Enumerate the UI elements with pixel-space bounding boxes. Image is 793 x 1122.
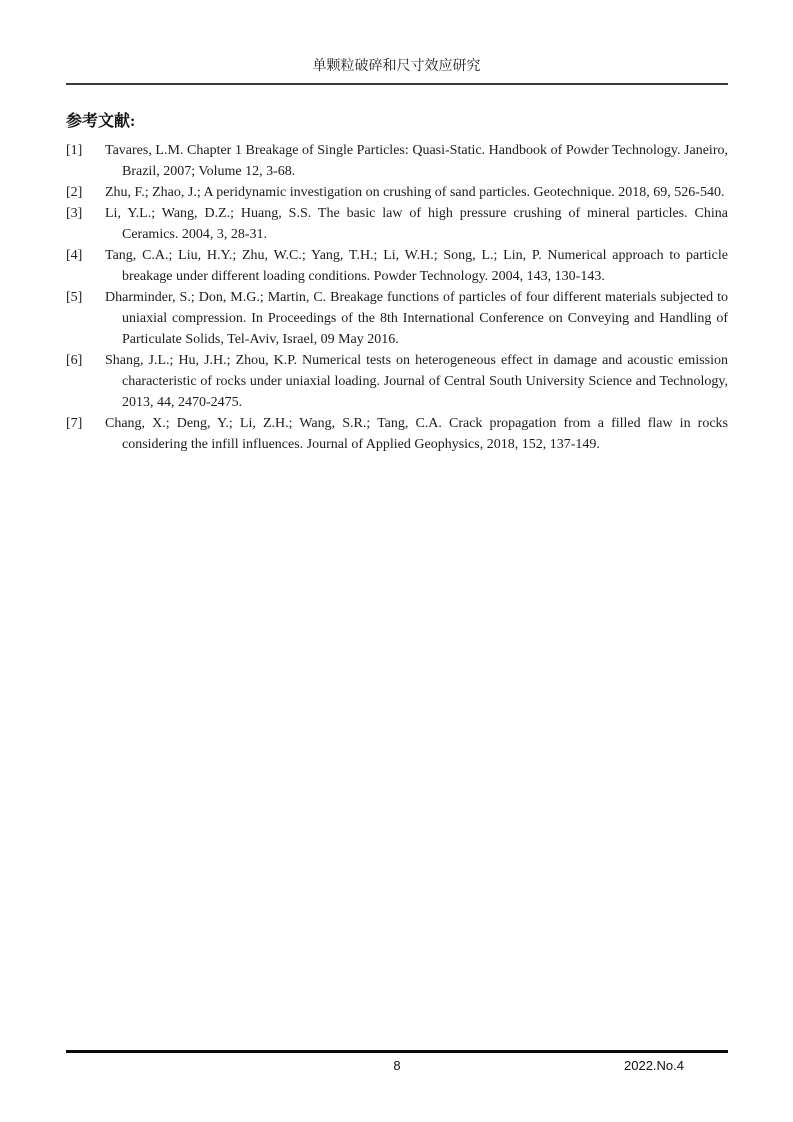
reference-number: [6] bbox=[66, 353, 83, 368]
reference-number: [2] bbox=[66, 185, 83, 200]
reference-number: [3] bbox=[66, 206, 83, 221]
page-footer bbox=[66, 1050, 728, 1076]
reference-text: Tang, C.A.; Liu, H.Y.; Zhu, W.C.; Yang, T.H.; Li, W.H.; Song, L.; Lin, P. Numerical approach to particle breakage under different loading conditions. Powder Technology. 2004, 143, 130-143. bbox=[105, 248, 728, 284]
page-number: 8 bbox=[393, 1058, 401, 1073]
issue-label: 2022.No.4 bbox=[624, 1058, 684, 1073]
reference-number: [7] bbox=[66, 416, 83, 431]
reference-text: Shang, J.L.; Hu, J.H.; Zhou, K.P. Numerical tests on heterogeneous effect in damage and acoustic emission characteristic of rocks under uniaxial loading. Journal of Central South University Science and Technology, 2013, 44, 2470-2475. bbox=[105, 353, 728, 410]
reference-number: [1] bbox=[66, 143, 83, 158]
reference-text: Chang, X.; Deng, Y.; Li, Z.H.; Wang, S.R.; Tang, C.A. Crack propagation from a filled flaw in rocks considering the infill influences. Journal of Applied Geophysics, 2018, 152, 137-149. bbox=[105, 416, 728, 452]
reference-item bbox=[66, 413, 728, 455]
running-header-title: 单颗粒破碎和尺寸效应研究 bbox=[312, 59, 481, 74]
header-rule bbox=[66, 83, 728, 85]
reference-item bbox=[66, 350, 728, 413]
references-section bbox=[66, 111, 728, 455]
page-header bbox=[0, 0, 793, 76]
references-heading: 参考文献: bbox=[66, 113, 136, 130]
reference-item bbox=[66, 245, 728, 287]
footer-rule bbox=[66, 1050, 728, 1053]
reference-item bbox=[66, 140, 728, 182]
reference-item bbox=[66, 203, 728, 245]
reference-number: [5] bbox=[66, 290, 83, 305]
reference-number: [4] bbox=[66, 248, 83, 263]
reference-item bbox=[66, 182, 728, 203]
footer-row bbox=[66, 1058, 728, 1076]
reference-text: Li, Y.L.; Wang, D.Z.; Huang, S.S. The basic law of high pressure crushing of mineral particles. China Ceramics. 2004, 3, 28-31. bbox=[105, 206, 728, 242]
reference-list bbox=[66, 140, 728, 455]
reference-text: Tavares, L.M. Chapter 1 Breakage of Single Particles: Quasi-Static. Handbook of Powder Technology. Janeiro, Brazil, 2007; Volume 12, 3-68. bbox=[105, 143, 728, 179]
reference-text: Zhu, F.; Zhao, J.; A peridynamic investigation on crushing of sand particles. Geotechnique. 2018, 69, 526-540. bbox=[105, 185, 725, 200]
reference-text: Dharminder, S.; Don, M.G.; Martin, C. Breakage functions of particles of four different materials subjected to uniaxial compression. In Proceedings of the 8th International Conference on Conveying and Handling of Particulate Solids, Tel-Aviv, Israel, 09 May 2016. bbox=[105, 290, 728, 347]
reference-item bbox=[66, 287, 728, 350]
